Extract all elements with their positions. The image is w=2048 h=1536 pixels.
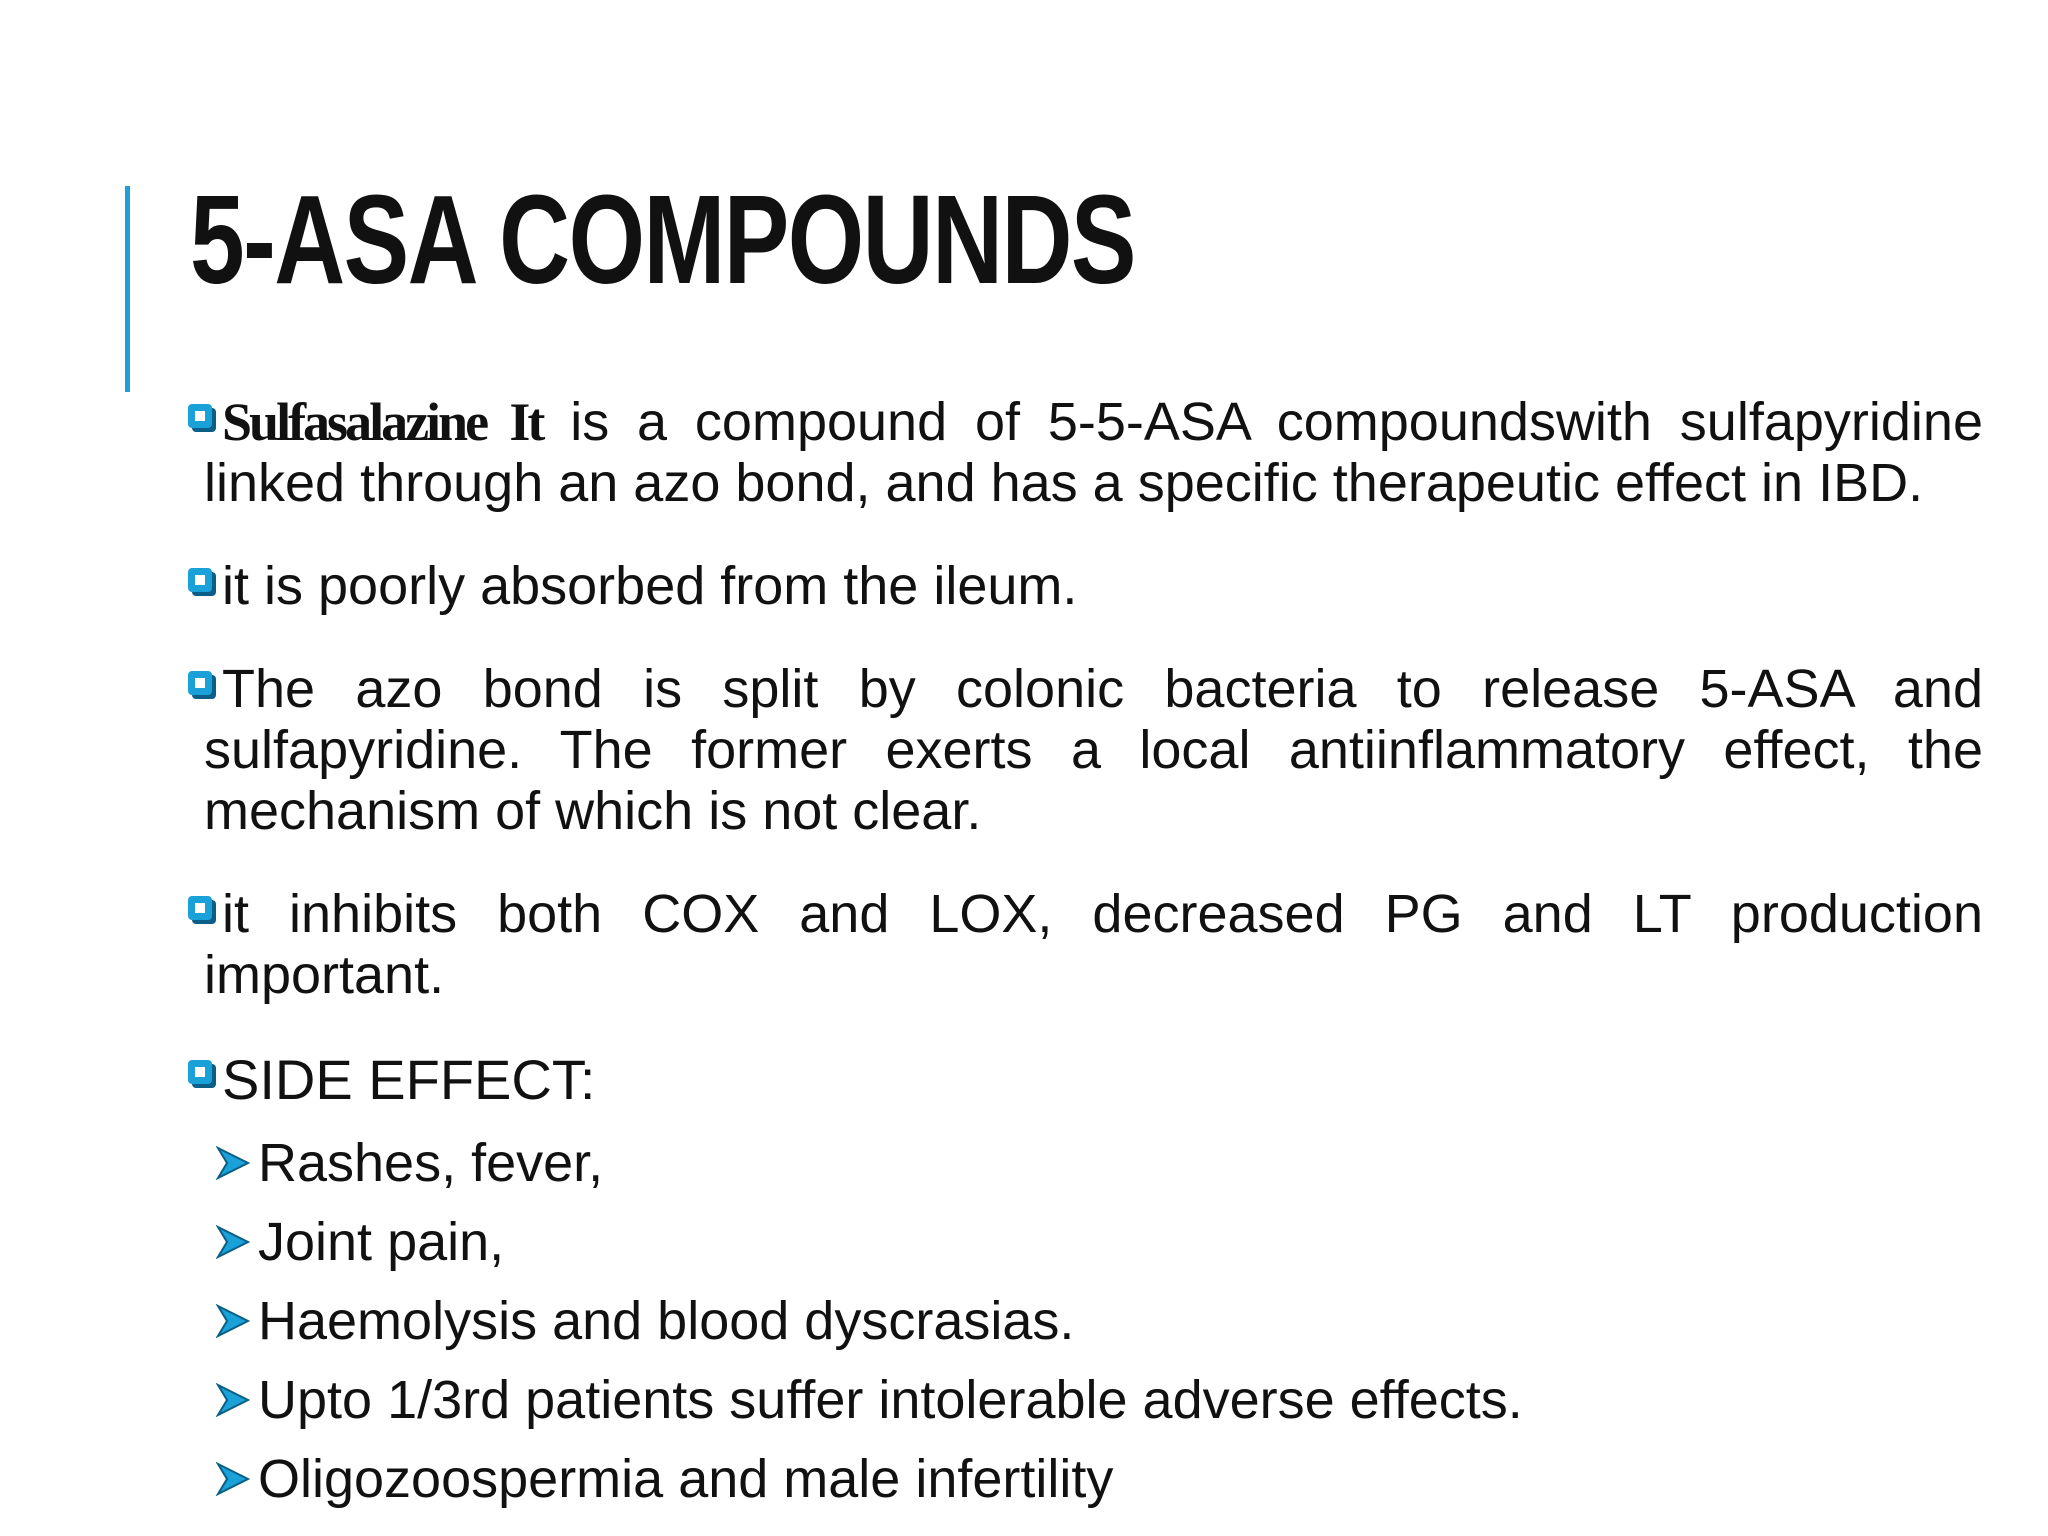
bullet-text: is a compound of 5-5-ASA compoundswith sulfapyridine linked through an azo bond, and has a specific therapeutic effect in IBD. — [204, 392, 1983, 513]
side-effect-text: Upto 1/3rd patients suffer intolerable adverse effects. — [258, 1370, 1523, 1430]
list-item — [188, 1124, 1983, 1203]
side-effect-text: Oligozoospermia and male infertility — [258, 1449, 1114, 1509]
list-item — [188, 1282, 1983, 1361]
bullet-sulfasalazine — [188, 392, 1983, 514]
slide-title: 5-ASA COMPOUNDS — [190, 169, 1135, 310]
list-item — [188, 1203, 1983, 1282]
list-item — [188, 1361, 1983, 1440]
bullet-text: it inhibits both COX and LOX, decreased PG and LT production important. — [204, 884, 1983, 1005]
square-box-icon — [188, 896, 212, 920]
slide-body — [188, 392, 1983, 1519]
square-box-icon — [188, 671, 212, 695]
bullet-text: The azo bond is split by colonic bacteria to release 5-ASA and sulfapyridine. The former exerts a local antiinflammatory effect, the mechanism of which is not clear. — [204, 659, 1983, 841]
arrow-right-icon — [216, 1383, 250, 1417]
arrow-right-icon — [216, 1225, 250, 1259]
title-accent-bar — [125, 186, 130, 392]
arrow-right-icon — [216, 1462, 250, 1496]
bullet-term: Sulfasalazine It — [222, 392, 543, 452]
square-box-icon — [188, 404, 212, 428]
side-effect-text: Joint pain, — [258, 1212, 505, 1272]
side-effect-heading: SIDE EFFECT: — [222, 1048, 596, 1111]
square-box-icon — [188, 1060, 212, 1084]
arrow-right-icon — [216, 1304, 250, 1338]
bullet-inhibits — [188, 884, 1983, 1006]
bullet-azo-bond — [188, 659, 1983, 842]
bullet-text: it is poorly absorbed from the ileum. — [222, 556, 1078, 616]
side-effect-text: Haemolysis and blood dyscrasias. — [258, 1291, 1075, 1351]
bullet-absorption — [188, 556, 1983, 617]
square-box-icon — [188, 568, 212, 592]
side-effect-text: Rashes, fever, — [258, 1133, 604, 1193]
side-effect-heading-row — [188, 1048, 1983, 1112]
arrow-right-icon — [216, 1146, 250, 1180]
list-item — [188, 1440, 1983, 1519]
side-effect-list — [188, 1124, 1983, 1519]
